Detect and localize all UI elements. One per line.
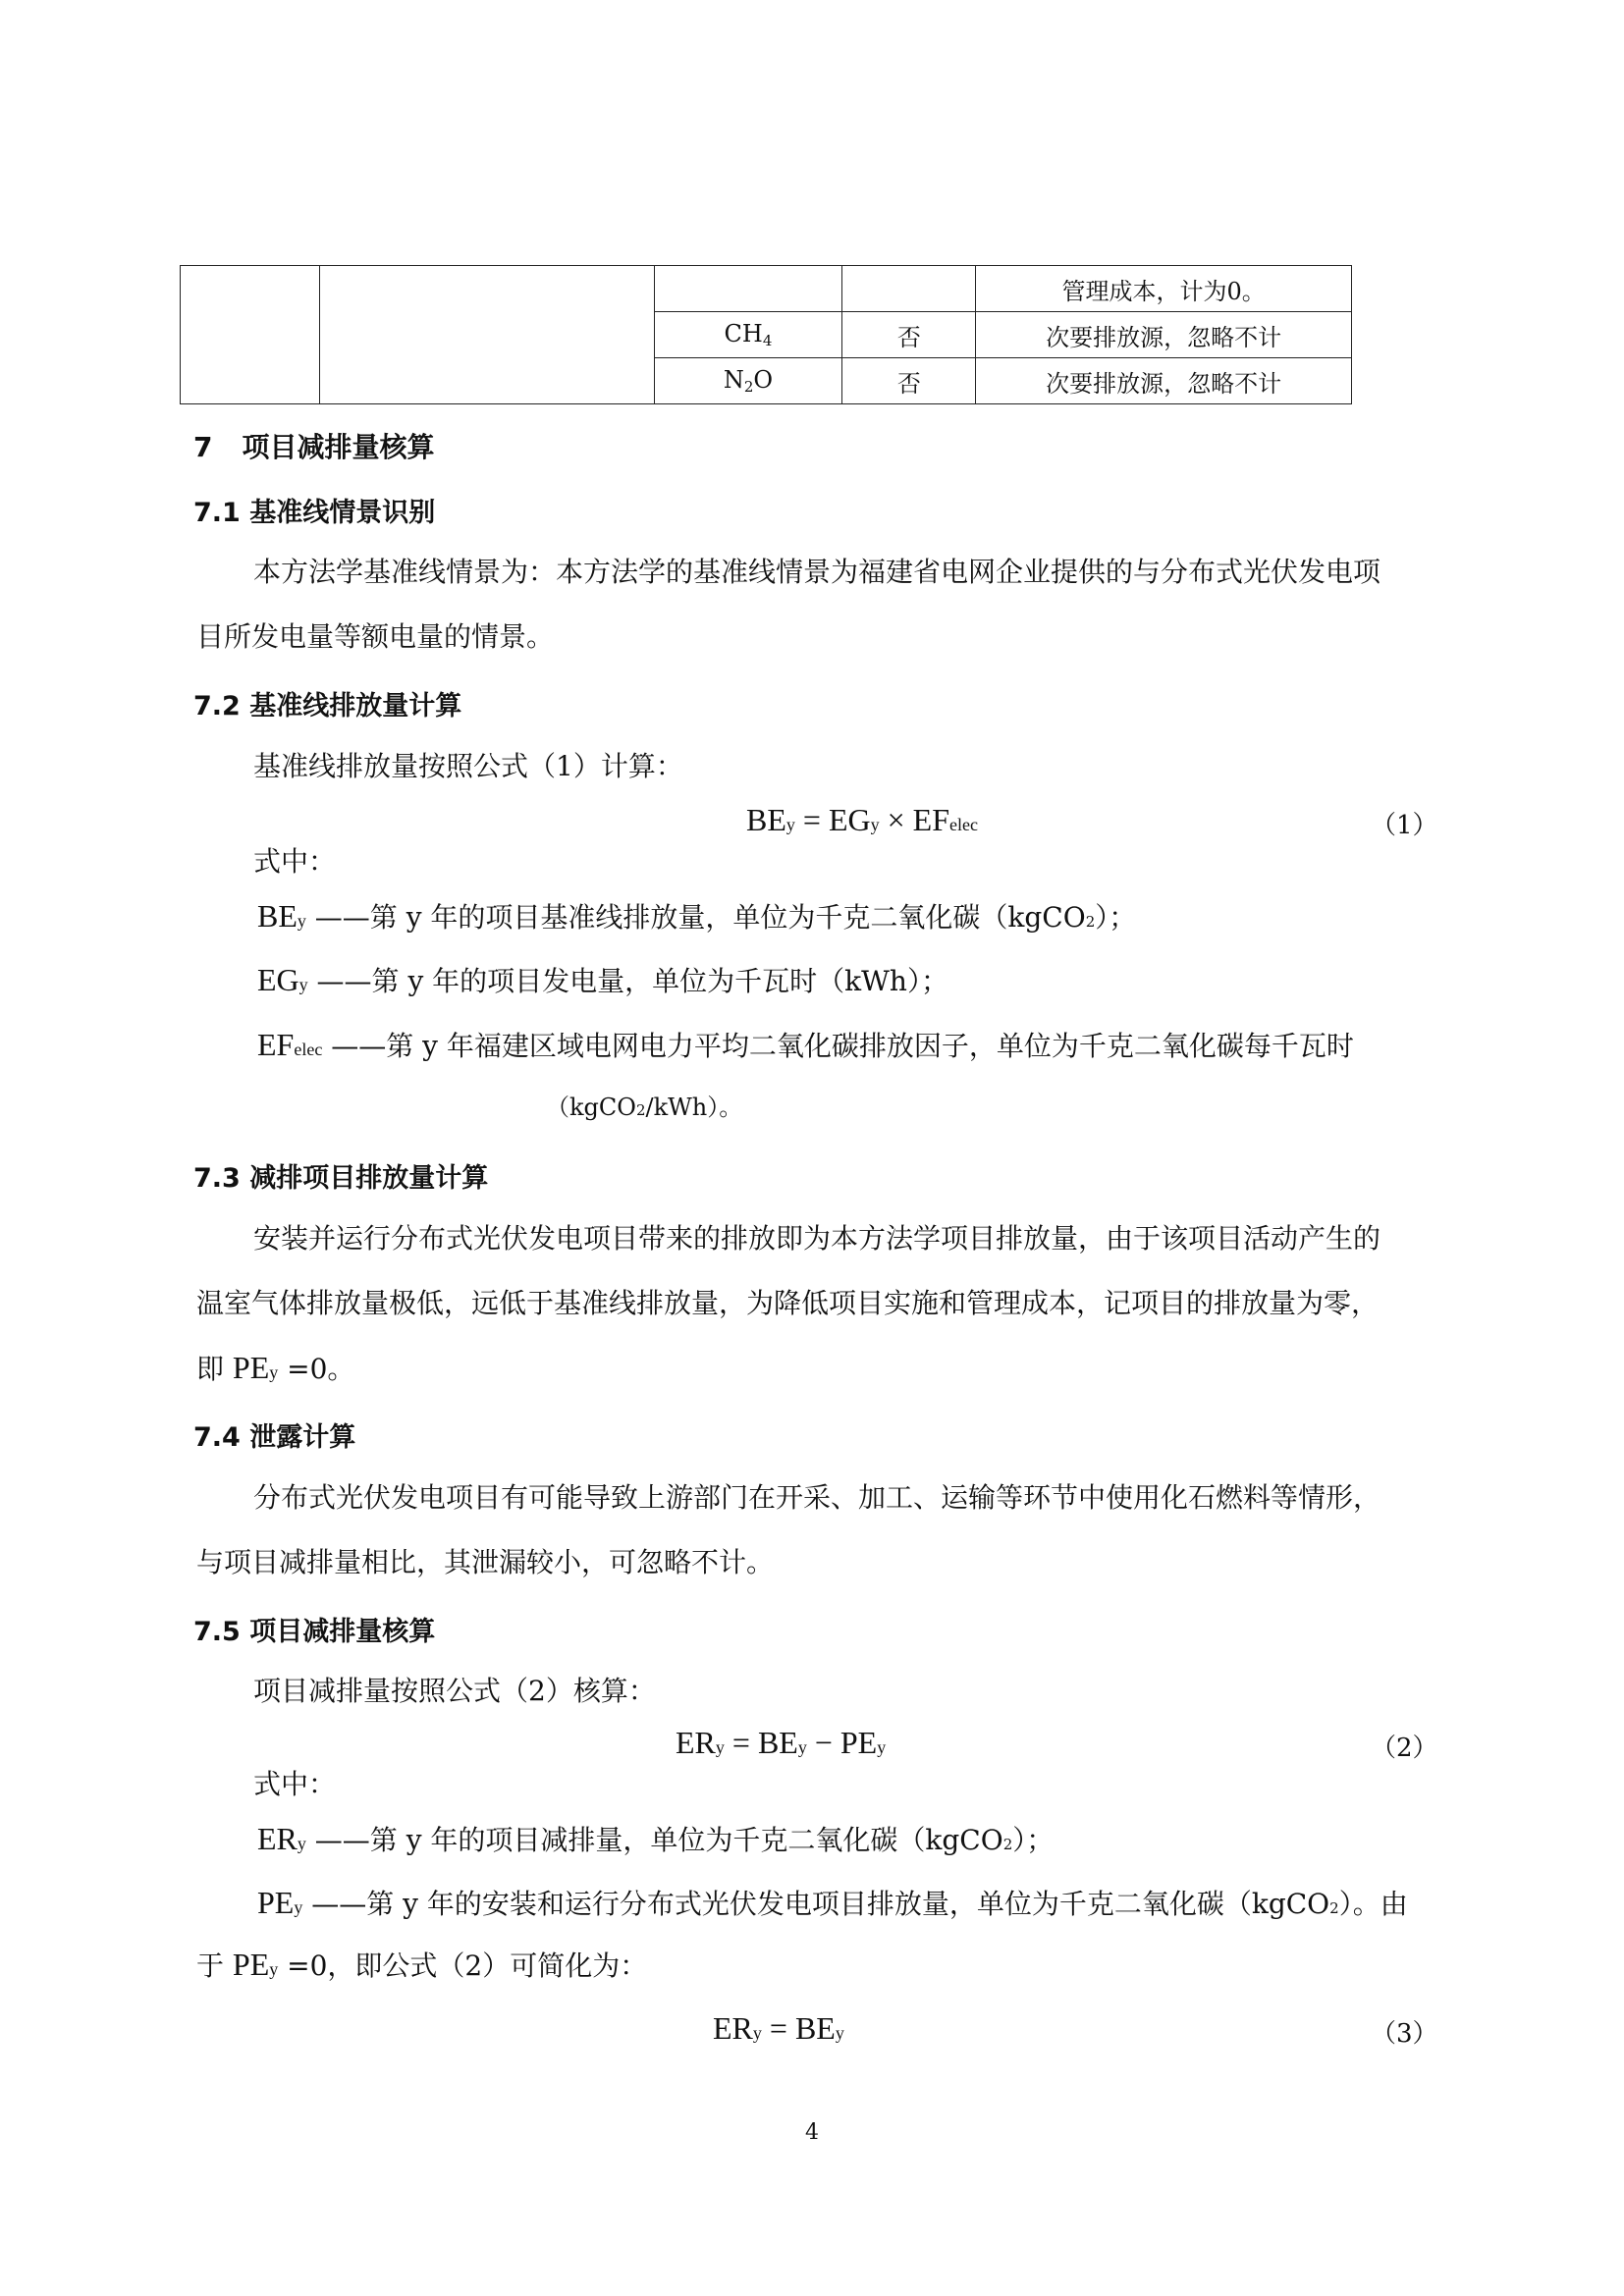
table-cell [654, 266, 842, 312]
table-cell [319, 266, 654, 404]
section-7-5-heading: 7.5 项目减排量核算 [193, 1617, 436, 1647]
definition-er: ERy ——第 y 年的项目减排量，单位为千克二氧化碳（kgCO2）； [257, 1821, 1055, 1856]
where-label: 式中： [253, 1768, 337, 1800]
section-7-2-heading: 7.2 基准线排放量计算 [193, 691, 462, 721]
definition-ef-unit: （kgCO2/kWh）。 [546, 1094, 743, 1121]
table-cell-note: 管理成本，计为0。 [976, 266, 1352, 312]
paragraph: 项目减排量按照公式（2）核算： [253, 1675, 656, 1707]
table-row [181, 266, 1352, 312]
definition-eg: EGy ——第 y 年的项目发电量，单位为千瓦时（kWh）； [257, 962, 948, 997]
definition-pe: PEy ——第 y 年的安装和运行分布式光伏发电项目排放量，单位为千克二氧化碳（kgCO2）。由 [257, 1885, 1408, 1920]
equation-number: （3） [1371, 2019, 1438, 2049]
paragraph: 安装并运行分布式光伏发电项目带来的排放即为本方法学项目排放量，由于该项目活动产生的 [253, 1222, 1381, 1255]
definition-pe-cont: 于 PEy =0，即公式（2）可简化为： [196, 1947, 648, 1982]
table-cell [181, 266, 320, 404]
page-number: 4 [805, 2120, 819, 2145]
table-cell-gas: $CH_4$ [654, 312, 842, 358]
table-cell [842, 266, 976, 312]
section-7-3-heading: 7.3 减排项目排放量计算 [193, 1163, 489, 1194]
table-cell-included: 否 [842, 358, 976, 404]
section-7-4-heading: 7.4 泄露计算 [193, 1422, 356, 1453]
paragraph: 即 PEy =0。 [196, 1350, 355, 1385]
equation-2: ERy = BEy − PEy [676, 1725, 887, 1760]
table-cell-included: 否 [842, 312, 976, 358]
section-7-heading: 7 项目减排量核算 [193, 431, 435, 463]
table-cell-gas: $N_2O$ [654, 358, 842, 404]
paragraph: 基准线排放量按照公式（1）计算： [253, 750, 683, 782]
emission-source-table [180, 265, 1352, 404]
section-7-1-heading: 7.1 基准线情景识别 [193, 498, 436, 528]
paragraph: 分布式光伏发电项目有可能导致上游部门在开采、加工、运输等环节中使用化石燃料等情形， [253, 1481, 1381, 1514]
equation-1: BEy = EGy × EFelec [746, 802, 978, 837]
equation-number: （1） [1371, 811, 1438, 840]
where-label: 式中： [253, 845, 337, 878]
equation-number: （2） [1371, 1734, 1438, 1763]
equation-3: ERy = BEy [713, 2010, 844, 2046]
table-cell-note: 次要排放源，忽略不计 [976, 312, 1352, 358]
paragraph: 本方法学基准线情景为：本方法学的基准线情景为福建省电网企业提供的与分布式光伏发电项 [253, 556, 1381, 588]
definition-ef: EFelec ——第 y 年福建区域电网电力平均二氧化碳排放因子，单位为千克二氧化碳每千瓦时 [257, 1027, 1354, 1062]
definition-be: BEy ——第 y 年的项目基准线排放量，单位为千克二氧化碳（kgCO2）； [257, 898, 1137, 934]
table-cell-note: 次要排放源，忽略不计 [976, 358, 1352, 404]
paragraph: 与项目减排量相比，其泄漏较小，可忽略不计。 [196, 1546, 775, 1578]
paragraph: 目所发电量等额电量的情景。 [196, 620, 555, 653]
paragraph: 温室气体排放量极低，远低于基准线排放量，为降低项目实施和管理成本，记项目的排放量为零， [196, 1287, 1380, 1319]
